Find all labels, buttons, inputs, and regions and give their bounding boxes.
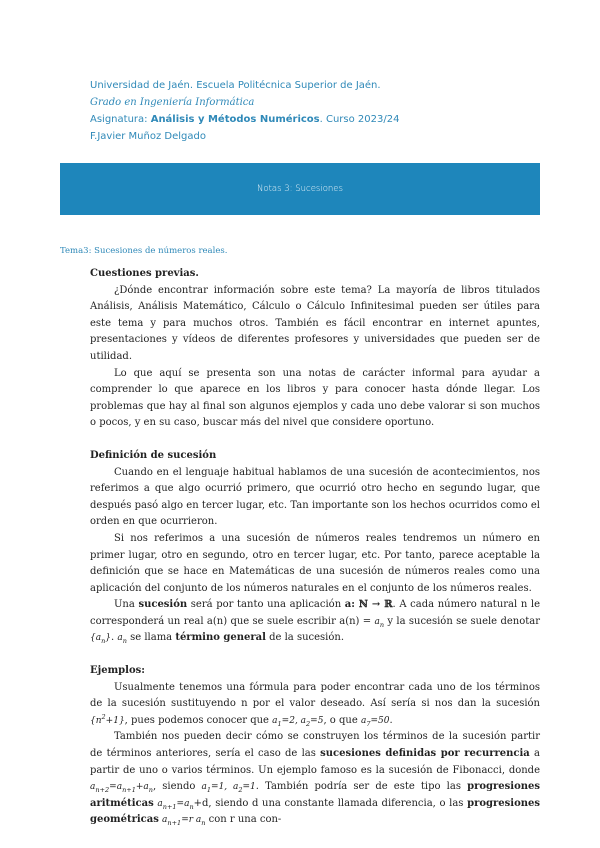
section-heading-ejemplos: Ejemplos: (90, 665, 145, 677)
degree-line: Grado en Ingeniería Informática (90, 97, 255, 108)
document-header (90, 77, 399, 145)
subject-name: Análisis y Métodos Numéricos (150, 114, 320, 125)
subject-line: Asignatura: Análisis y Métodos Numéricos. Curso 2023/24 (90, 114, 400, 125)
title-banner (60, 163, 540, 215)
paragraph-definition: Una sucesión será por tanto una aplicación a: ℕ → ℝ. A cada número natural n le corresponderá un real a(n) que se suele escribir $a(n) = a_n$ y la sucesión se suele denotar $\{a_n\}$. $a_n$ se llama término general de la sucesión. (90, 599, 540, 646)
paragraph: Usualmente tenemos una fórmula para poder encontrar cada uno de los términos de la sucesión sustituyendo n por el valor deseado. Así sería si nos dan la sucesión $\{n^2+1\}$, pues podemos conocer que $a_1=2$, $a_2=5$, o que $a_7=50$. (90, 681, 540, 728)
section-heading-definicion: Definición de sucesión (90, 449, 217, 461)
university-line: Universidad de Jaén. Escuela Politécnica Superior de Jaén. (90, 80, 381, 91)
document-body (90, 266, 540, 829)
author-line: F.Javier Muñoz Delgado (90, 131, 206, 142)
paragraph: Cuando en el lenguaje habitual hablamos de una sucesión de acontecimientos, nos referimos a que algo ocurrió primero, que ocurrió otro hecho en segundo lugar, que después pasó algo en tercer lugar, etc. Tan importante son los hechos ocurridos como el orden en que ocurrieron. (90, 466, 540, 528)
paragraph: Si nos referimos a una sucesión de números reales tendremos un número en primer lugar, otro en segundo, otro en tercer lugar, etc. Por tanto, parece aceptable la definición que se hace en Matemáticas de una sucesión de números reales como una aplicación del conjunto de los números naturales en el conjunto de los números reales. (90, 532, 540, 594)
banner-title: Notas 3: Sucesiones (257, 184, 343, 194)
paragraph: También nos pueden decir cómo se construyen los términos de la sucesión partir de términos anteriores, sería el caso de las sucesiones definidas por recurrencia a partir de uno o varios términos. Un ejemplo famoso es la sucesión de Fibonacci, donde $a_{n+2}=a_{n+1}+a_n$, siendo $a_1=1$, $a_2=1$. También podría ser de este tipo las progresiones aritméticas $a_{n+1}=a_n+d$, siendo d una constante llamada diferencia, o las progresiones geométricas $a_{n+1}=r$ $a_n$ con r una con- (90, 731, 541, 828)
topic-title: Tema3: Sucesiones de números reales. (60, 246, 228, 256)
paragraph: ¿Dónde encontrar información sobre este tema? La mayoría de libros titulados Análisis, Análisis Matemático, Cálculo o Cálculo Infinitesimal pueden ser útiles para este tema y para muchos otros. También es fácil encontrar en internet apuntes, presentaciones y vídeos de diferentes profesores y universidades que pueden ser de utilidad. (90, 284, 540, 362)
section-heading-previas: Cuestiones previas. (90, 268, 199, 279)
paragraph: Lo que aquí se presenta son una notas de carácter informal para ayudar a comprender lo que aparece en los libros y para conocer hasta dónde llegar. Los problemas que hay al final son algunos ejemplos y cada uno debe valorar si son muchos o pocos, y en su caso, buscar más del nivel que considere oportuno. (90, 367, 540, 429)
